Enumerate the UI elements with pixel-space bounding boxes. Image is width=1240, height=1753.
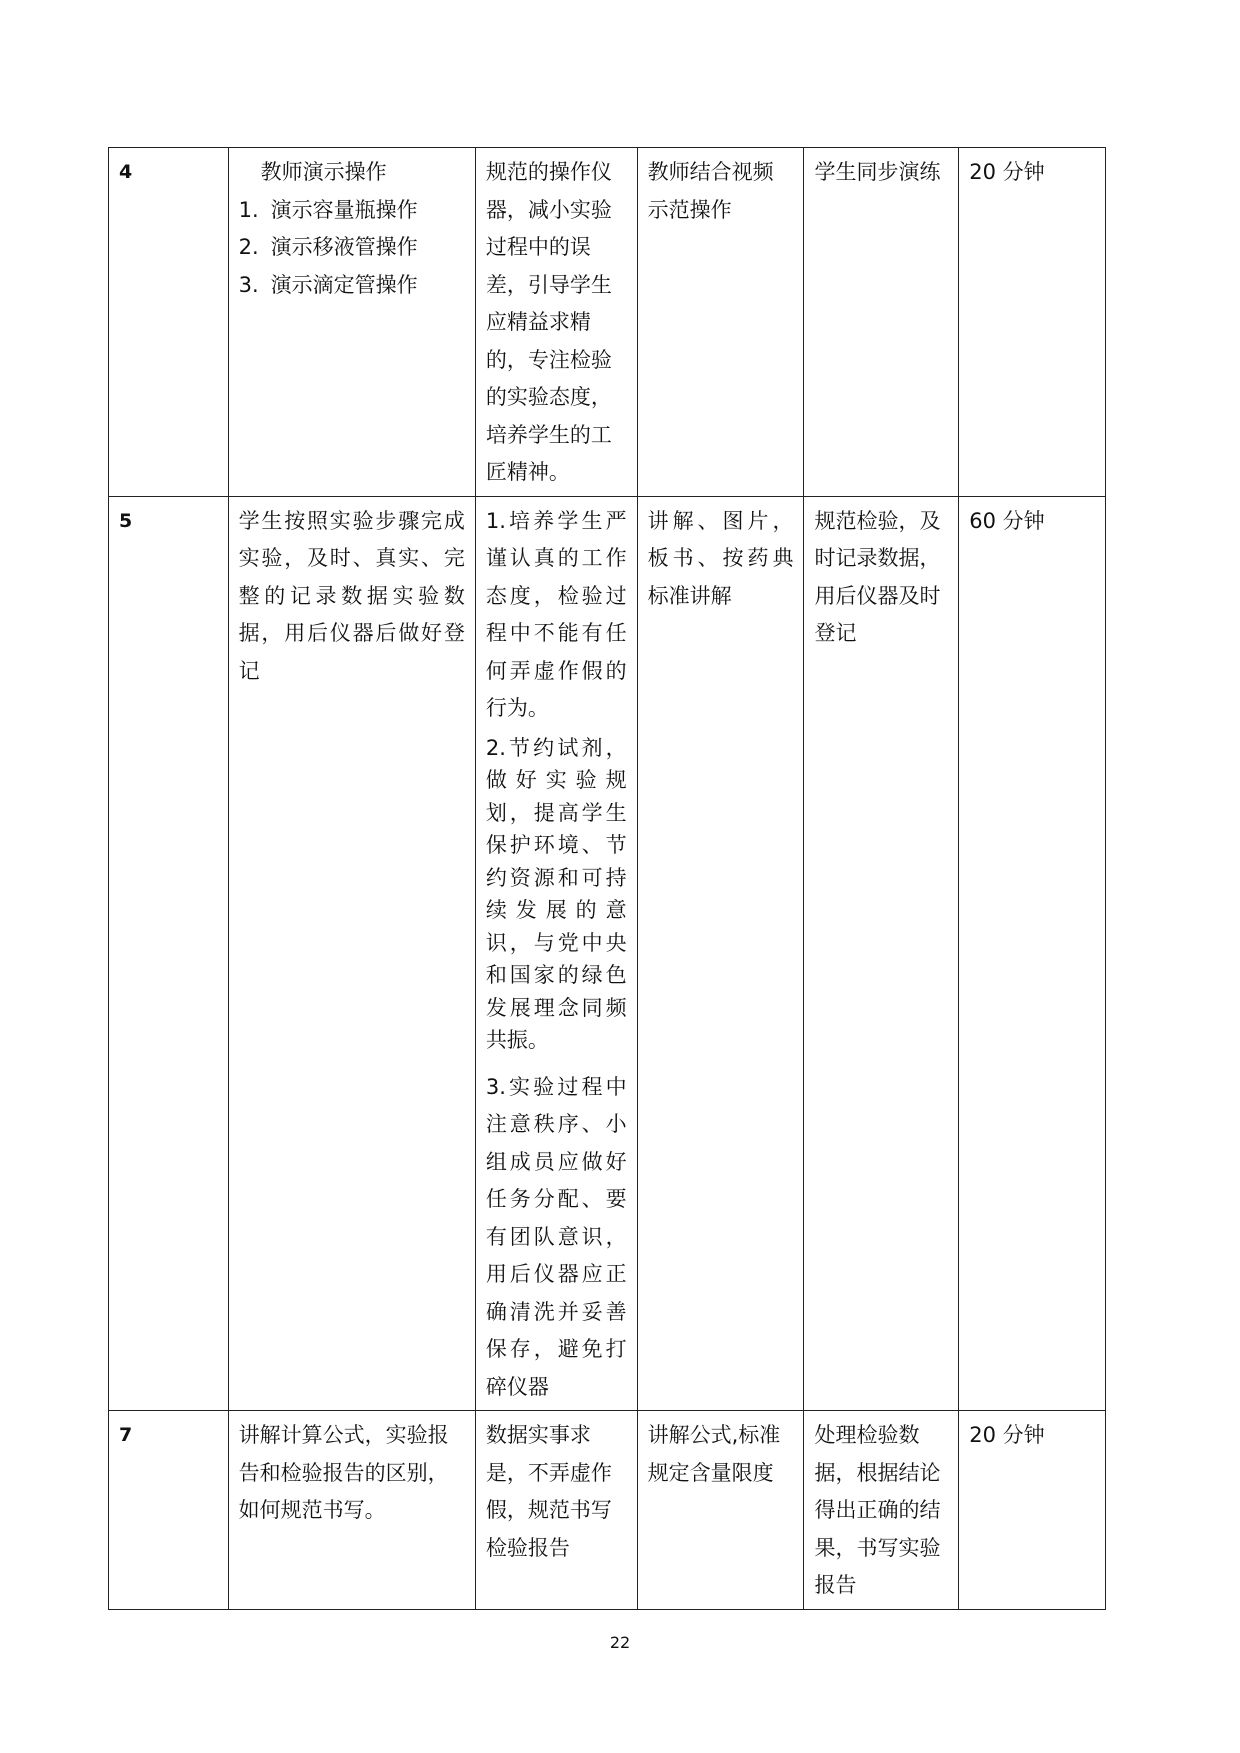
method-text: 教师结合视频示范操作 xyxy=(647,160,774,222)
time-text: 20 分钟 xyxy=(969,160,1045,184)
time-text: 60 分钟 xyxy=(969,508,1045,533)
row-number: 4 xyxy=(119,161,133,183)
table-row xyxy=(109,1411,1106,1610)
list-item: 1. 演示容量瓶操作 xyxy=(238,197,418,222)
list-item: 3. 演示滴定管操作 xyxy=(238,272,418,297)
list-item: 2. 演示移液管操作 xyxy=(238,235,418,259)
lesson-plan-table xyxy=(108,147,1106,1610)
objective-text: 2.节约试剂，做好实验规划，提高学生保护环境、节约资源和可持续发展的意识，与党中央和国家的绿色发展理念同频共振。 xyxy=(485,735,627,1052)
student-activity-text: 规范检验，及时记录数据，用后仪器及时登记 xyxy=(814,508,941,645)
method-text: 讲解公式,标准规定含量限度 xyxy=(647,1423,781,1485)
content-text: 讲解计算公式，实验报告和检验报告的区别，如何规范书写。 xyxy=(238,1423,449,1522)
row-number: 7 xyxy=(119,1424,133,1446)
student-activity-text: 处理检验数据，根据结论得出正确的结果，书写实验报告 xyxy=(814,1423,941,1597)
content-text: 学生按照实验步骤完成实验，及时、真实、完整的记录数据实验数据，用后仪器后做好登记 xyxy=(238,508,465,683)
objective-text: 数据实事求是，不弄虚作假，规范书写检验报告 xyxy=(485,1423,612,1560)
student-activity-text: 学生同步演练 xyxy=(814,160,941,184)
row-number: 5 xyxy=(119,509,133,532)
objective-text: 3.实验过程中注意秩序、小组成员应做好任务分配、要有团队意识，用后仪器应正确清洗并妥善保存，避免打碎仪器 xyxy=(485,1074,627,1399)
method-text: 讲解、图片，板书、按药典标准讲解 xyxy=(647,508,794,608)
page-number: 22 xyxy=(609,1633,631,1652)
table-row xyxy=(109,496,1106,1411)
table-row xyxy=(109,148,1106,497)
time-text: 20 分钟 xyxy=(969,1423,1045,1447)
content-title: 教师演示操作 xyxy=(260,160,387,184)
objective-text: 1.培养学生严谨认真的工作态度，检验过程中不能有任何弄虚作假的行为。 xyxy=(485,508,627,720)
objective-text: 规范的操作仪器，减小实验过程中的误差，引导学生应精益求精的，专注检验的实验态度，培养学生的工匠精神。 xyxy=(485,160,612,484)
